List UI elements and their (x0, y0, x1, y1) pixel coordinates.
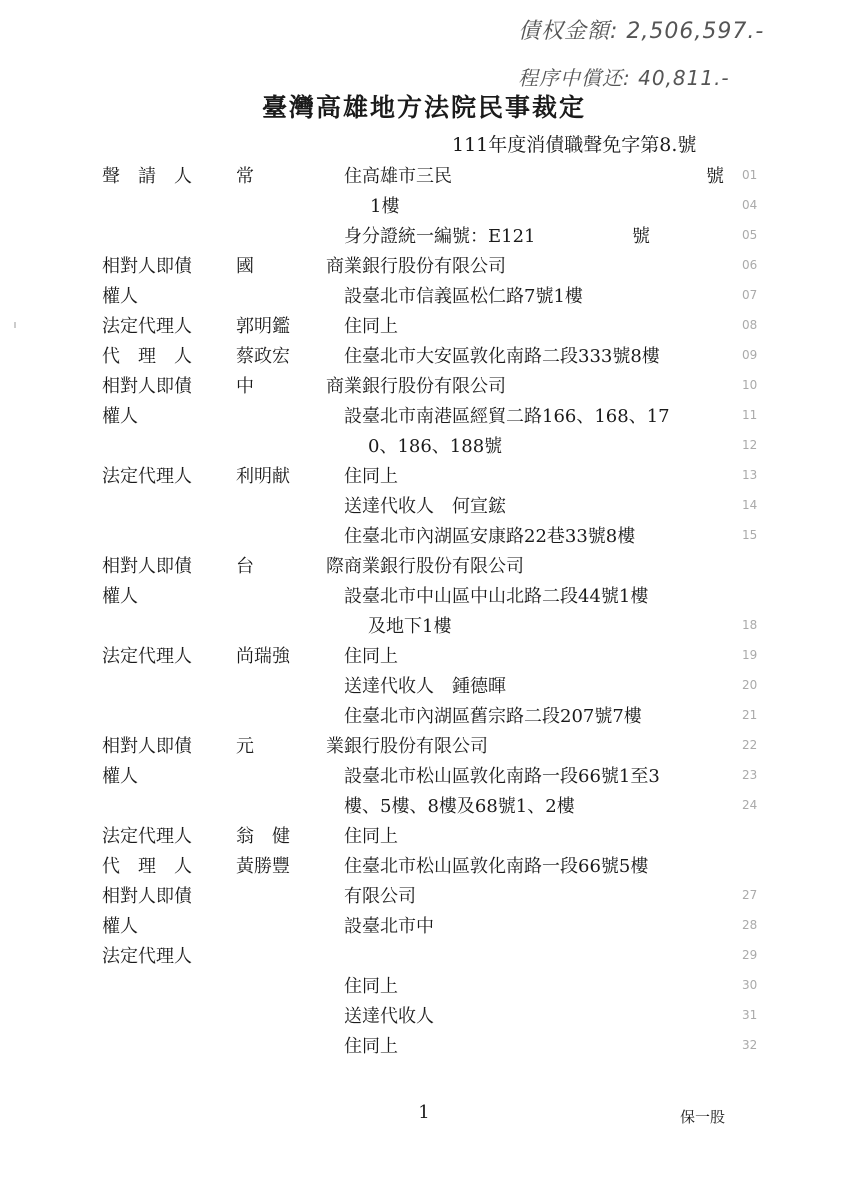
line-number: 21 (742, 708, 758, 722)
line-number: 15 (742, 528, 758, 542)
party-detail: 有限公司 (344, 886, 416, 907)
party-row (0, 942, 848, 972)
party-row (0, 702, 848, 732)
handwritten-note-claim-amount: 債权金額: 2,506,597.- (518, 19, 765, 44)
party-role-label: 法定代理人 (102, 826, 192, 847)
party-name: 蔡政宏 (236, 346, 290, 367)
party-row (0, 732, 848, 762)
line-number: 07 (742, 288, 758, 302)
party-role-label: 相對人即債 (102, 376, 192, 397)
party-row (0, 822, 848, 852)
line-number: 31 (742, 1008, 758, 1022)
party-name: 國 (236, 256, 254, 277)
party-row (0, 432, 848, 462)
party-role-label: 權人 (102, 916, 138, 937)
court-unit: 保一股 (680, 1108, 726, 1126)
handwritten-note-repaid-amount: 程序中償还: 40,811.- (518, 66, 730, 90)
line-number: 12 (742, 438, 758, 452)
party-name: 尚瑞強 (236, 646, 290, 667)
party-detail: 住臺北市大安區敦化南路二段333號8樓 (344, 346, 660, 367)
party-role-label: 權人 (102, 286, 138, 307)
party-name: 中 (236, 376, 254, 397)
party-detail: 住同上 (344, 976, 398, 997)
party-name: 常 (236, 166, 254, 187)
line-number: 13 (742, 468, 758, 482)
party-row (0, 1032, 848, 1062)
party-detail: 設臺北市信義區松仁路7號1樓 (344, 286, 583, 307)
party-name: 黃勝豐 (236, 856, 290, 877)
line-number: 05 (742, 228, 758, 242)
party-detail: 住同上 (344, 646, 398, 667)
party-detail: 送達代收人 何宣鋐 (344, 496, 506, 517)
party-row (0, 252, 848, 282)
line-number: 14 (742, 498, 758, 512)
line-number: 08 (742, 318, 758, 332)
page-number: 1 (418, 1102, 430, 1123)
party-row (0, 852, 848, 882)
party-role-label: 相對人即債 (102, 256, 192, 277)
party-detail: 設臺北市中山區中山北路二段44號1樓 (344, 586, 649, 607)
party-detail: 設臺北市松山區敦化南路一段66號1至3 (344, 766, 660, 787)
line-number: 19 (742, 648, 758, 662)
line-number: 20 (742, 678, 758, 692)
party-role-label: 權人 (102, 586, 138, 607)
party-detail: 住臺北市內湖區舊宗路二段207號7樓 (344, 706, 642, 727)
party-detail: 樓、5樓、8樓及68號1、2樓 (344, 796, 575, 817)
party-row (0, 672, 848, 702)
party-detail: 商業銀行股份有限公司 (326, 376, 506, 397)
party-role-label: 法定代理人 (102, 946, 192, 967)
party-role-label: 權人 (102, 766, 138, 787)
party-row (0, 282, 848, 312)
case-number: 111年度消債職聲免字第8.號 (452, 134, 697, 156)
party-detail: 及地下1樓 (368, 616, 452, 637)
party-detail: 送達代收人 鍾德暉 (344, 676, 506, 697)
party-detail: 送達代收人 (344, 1006, 434, 1027)
party-detail: 身分證統一編號：E121 (344, 226, 536, 247)
document-title: 臺灣高雄地方法院民事裁定 (261, 93, 586, 122)
party-detail: 住同上 (344, 1036, 398, 1057)
party-row (0, 162, 848, 192)
party-row (0, 792, 848, 822)
party-row (0, 312, 848, 342)
scan-mark (14, 322, 16, 328)
party-row (0, 612, 848, 642)
party-row (0, 762, 848, 792)
line-number: 29 (742, 948, 758, 962)
party-row (0, 342, 848, 372)
party-role-label: 相對人即債 (102, 886, 192, 907)
party-detail: 住同上 (344, 466, 398, 487)
party-row (0, 522, 848, 552)
party-name: 翁 健 (236, 826, 290, 847)
party-role-label: 聲 請 人 (102, 166, 192, 187)
line-number: 27 (742, 888, 758, 902)
party-detail: 1樓 (370, 196, 400, 217)
line-number: 24 (742, 798, 758, 812)
party-role-label: 相對人即債 (102, 736, 192, 757)
party-role-label: 相對人即債 (102, 556, 192, 577)
party-row (0, 912, 848, 942)
party-name: 台 (236, 556, 254, 577)
party-row (0, 552, 848, 582)
party-detail: 住臺北市內湖區安康路22巷33號8樓 (344, 526, 636, 547)
line-number: 32 (742, 1038, 758, 1052)
party-detail: 設臺北市南港區經貿二路166、168、17 (344, 406, 670, 427)
line-number: 10 (742, 378, 758, 392)
party-row (0, 372, 848, 402)
party-detail: 0、186、188號 (368, 436, 503, 457)
party-row (0, 492, 848, 522)
party-detail: 住同上 (344, 316, 398, 337)
party-row (0, 882, 848, 912)
party-name: 元 (236, 736, 254, 757)
party-role-label: 法定代理人 (102, 316, 192, 337)
line-number: 11 (742, 408, 758, 422)
line-number: 30 (742, 978, 758, 992)
party-name: 郭明鑑 (236, 316, 290, 337)
party-role-label: 法定代理人 (102, 646, 192, 667)
party-role-label: 代 理 人 (102, 856, 192, 877)
line-number: 04 (742, 198, 758, 212)
line-number: 18 (742, 618, 758, 632)
party-row (0, 192, 848, 222)
party-row (0, 402, 848, 432)
party-detail-tail: 號 (632, 226, 650, 247)
line-number: 28 (742, 918, 758, 932)
party-detail: 住臺北市松山區敦化南路一段66號5樓 (344, 856, 649, 877)
party-row (0, 222, 848, 252)
party-row (0, 1002, 848, 1032)
party-role-label: 代 理 人 (102, 346, 192, 367)
party-row (0, 972, 848, 1002)
party-role-label: 法定代理人 (102, 466, 192, 487)
party-detail: 商業銀行股份有限公司 (326, 256, 506, 277)
party-row (0, 582, 848, 612)
party-detail: 設臺北市中 (344, 916, 434, 937)
party-role-label: 權人 (102, 406, 138, 427)
line-number: 22 (742, 738, 758, 752)
party-detail: 住高雄市三民 (344, 166, 452, 187)
line-number: 09 (742, 348, 758, 362)
party-row (0, 462, 848, 492)
party-detail: 際商業銀行股份有限公司 (326, 556, 524, 577)
party-detail-tail: 號 (706, 166, 724, 187)
line-number: 01 (742, 168, 758, 182)
party-row (0, 642, 848, 672)
party-name: 利明献 (236, 466, 290, 487)
party-detail: 業銀行股份有限公司 (326, 736, 488, 757)
party-detail: 住同上 (344, 826, 398, 847)
line-number: 06 (742, 258, 758, 272)
line-number: 23 (742, 768, 758, 782)
